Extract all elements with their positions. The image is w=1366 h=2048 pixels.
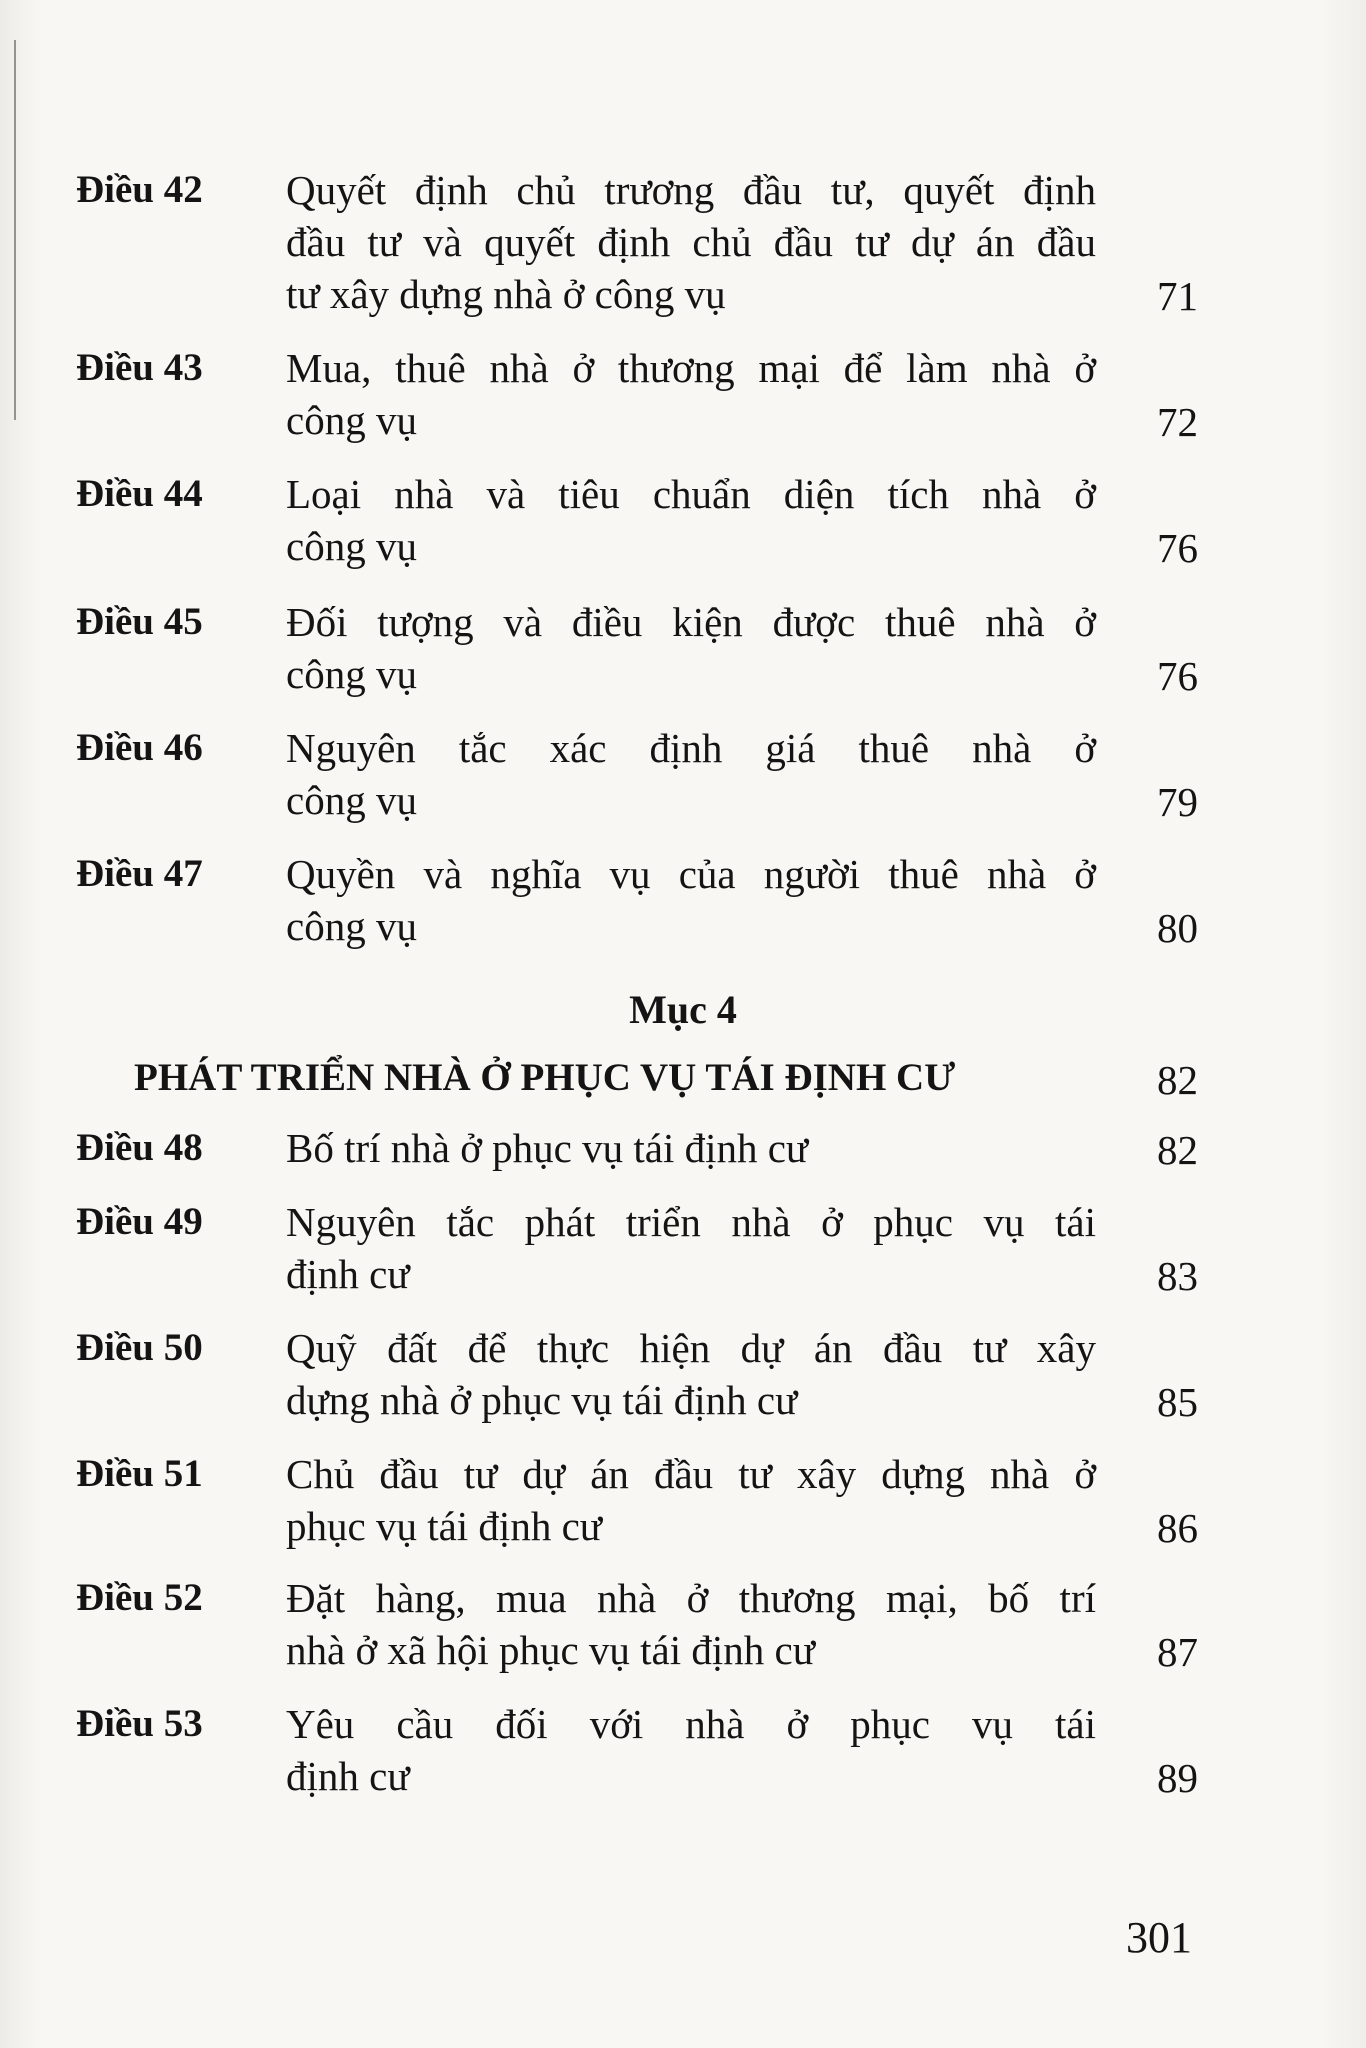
- article-number: Điều 48: [76, 1126, 203, 1169]
- article-title: [286, 848, 1096, 952]
- article-title-line: Mua, thuê nhà ở thương mại để làm nhà ở: [286, 345, 1096, 391]
- article-number: Điều 52: [76, 1576, 203, 1619]
- article-number: Điều 46: [76, 726, 203, 769]
- article-title-line: Chủ đầu tư dự án đầu tư xây dựng nhà ở: [286, 1451, 1096, 1497]
- article-page-number: 86: [1157, 1505, 1198, 1551]
- article-title: [286, 342, 1096, 446]
- article-page-number: 89: [1157, 1755, 1198, 1801]
- article-title-line: công vụ: [286, 777, 417, 823]
- article-title-line: Quyền và nghĩa vụ của người thuê nhà ở: [286, 851, 1096, 897]
- article-title-line: định cư: [286, 1753, 410, 1799]
- section-page-number: 82: [1157, 1057, 1198, 1103]
- article-title: [286, 468, 1096, 572]
- article-title: [286, 596, 1096, 700]
- article-title-line: Quỹ đất để thực hiện dự án đầu tư xây: [286, 1325, 1096, 1371]
- article-page-number: 71: [1157, 273, 1198, 319]
- article-title: [286, 1572, 1096, 1676]
- article-number: Điều 44: [76, 472, 203, 515]
- article-number: Điều 50: [76, 1326, 203, 1369]
- section-title: PHÁT TRIỂN NHÀ Ở PHỤC VỤ TÁI ĐỊNH CƯ: [134, 1056, 956, 1099]
- article-title-line: công vụ: [286, 397, 417, 443]
- article-title-line: Đối tượng và điều kiện được thuê nhà ở: [286, 599, 1096, 645]
- page-edge-shadow: [14, 40, 16, 420]
- article-title-line: định cư: [286, 1251, 410, 1297]
- section-label: Mục 4: [629, 987, 737, 1032]
- article-number: Điều 47: [76, 852, 203, 895]
- article-title: [286, 722, 1096, 826]
- article-title-line: Yêu cầu đối với nhà ở phục vụ tái: [286, 1701, 1096, 1747]
- article-title-line: Bố trí nhà ở phục vụ tái định cư: [286, 1125, 809, 1171]
- page-number: 301: [1126, 1913, 1192, 1962]
- article-number: Điều 43: [76, 346, 203, 389]
- article-number: Điều 49: [76, 1200, 203, 1243]
- article-page-number: 85: [1157, 1379, 1198, 1425]
- article-number: Điều 51: [76, 1452, 203, 1495]
- article-title: [286, 1448, 1096, 1552]
- article-page-number: 79: [1157, 779, 1198, 825]
- article-title-line: công vụ: [286, 651, 417, 697]
- article-page-number: 76: [1157, 653, 1198, 699]
- article-title: [286, 1698, 1096, 1802]
- article-title-line: đầu tư và quyết định chủ đầu tư dự án đầu: [286, 219, 1096, 265]
- article-title: [286, 1322, 1096, 1426]
- article-title-line: phục vụ tái định cư: [286, 1503, 602, 1549]
- article-title: [286, 1196, 1096, 1300]
- article-number: Điều 45: [76, 600, 203, 643]
- article-title-line: Nguyên tắc xác định giá thuê nhà ở: [286, 725, 1096, 771]
- article-number: Điều 42: [76, 168, 203, 211]
- article-title-line: dựng nhà ở phục vụ tái định cư: [286, 1377, 798, 1423]
- article-title-line: nhà ở xã hội phục vụ tái định cư: [286, 1627, 815, 1673]
- article-title: [286, 164, 1096, 320]
- article-number: Điều 53: [76, 1702, 203, 1745]
- article-title-line: công vụ: [286, 523, 417, 569]
- article-title-line: Quyết định chủ trương đầu tư, quyết định: [286, 167, 1096, 213]
- article-title-line: Loại nhà và tiêu chuẩn diện tích nhà ở: [286, 471, 1096, 517]
- article-page-number: 83: [1157, 1253, 1198, 1299]
- article-page-number: 76: [1157, 525, 1198, 571]
- article-page-number: 87: [1157, 1629, 1198, 1675]
- article-title-line: công vụ: [286, 903, 417, 949]
- article-title: [286, 1122, 1096, 1174]
- article-page-number: 80: [1157, 905, 1198, 951]
- article-title-line: Nguyên tắc phát triển nhà ở phục vụ tái: [286, 1199, 1096, 1245]
- article-page-number: 82: [1157, 1127, 1198, 1173]
- article-page-number: 72: [1157, 399, 1198, 445]
- article-title-line: Đặt hàng, mua nhà ở thương mại, bố trí: [286, 1575, 1096, 1621]
- article-title-line: tư xây dựng nhà ở công vụ: [286, 271, 726, 317]
